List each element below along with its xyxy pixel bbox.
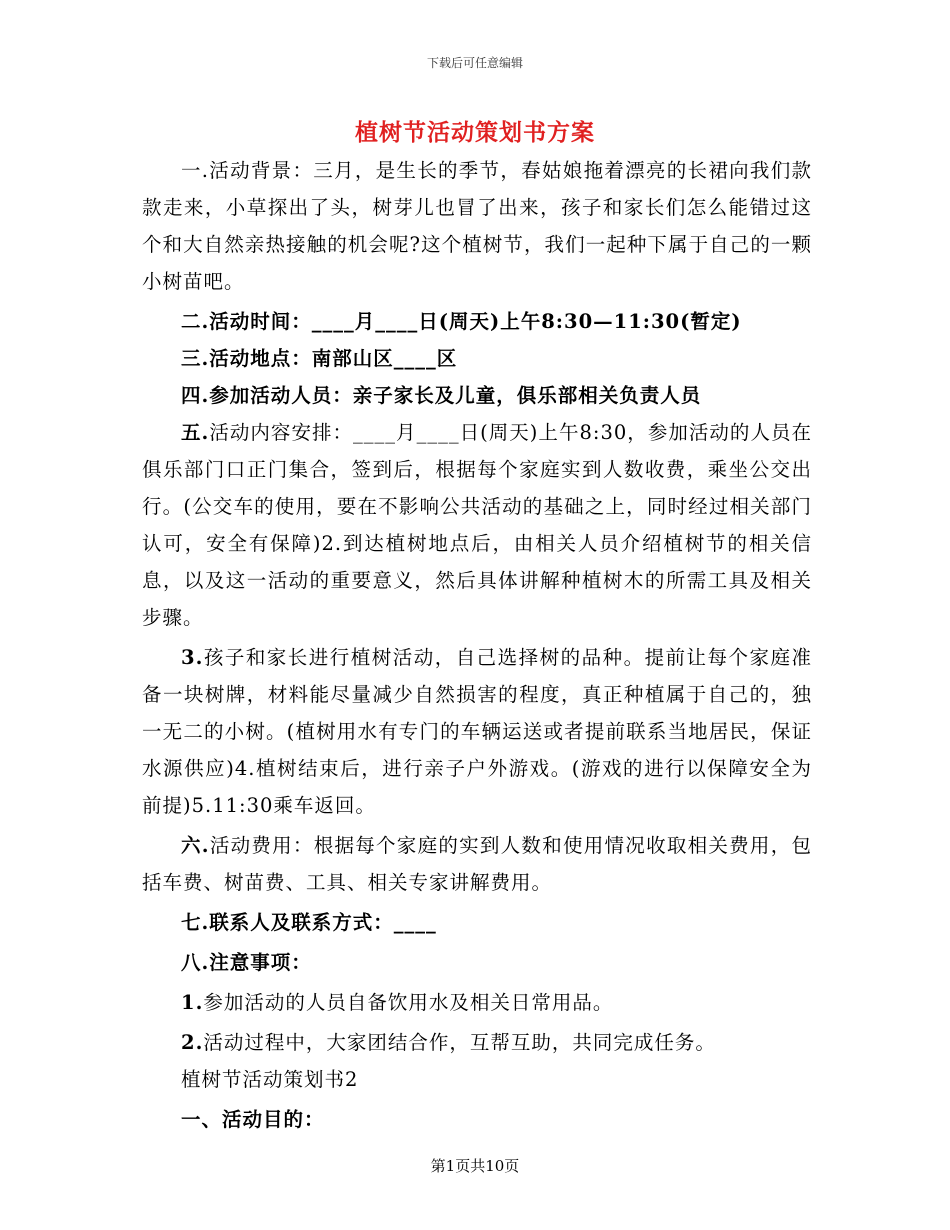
- section-location: 三.活动地点：南部山区____区: [181, 347, 458, 370]
- section-schedule-text: 活动内容安排：____月____日(周天)上午8:30，参加活动的人员在俱乐部门口正门集合，签到后，根据每个家庭实到人数收费，乘坐公交出行。(公交车的使用，要在不影响公共活动的基础之上，同时经过相关部门认可，安全有保障)2.到达植树地点后，由相关人员介绍植树节的相关信息，以及这一活动的重要意义，然后具体讲解种植树木的所需工具及相关步骤。: [142, 421, 812, 629]
- section-time: 二.活动时间：____月____日(周天)上午8:30—11:30(暂定): [181, 310, 742, 333]
- document-body: [142, 152, 812, 1138]
- section-purpose: 一、活动目的：: [181, 1108, 325, 1131]
- note-item-2-lead: 2.: [181, 1031, 204, 1054]
- note-item-1-lead: 1.: [181, 991, 204, 1014]
- section-cost: [142, 827, 812, 901]
- section-background: 一.活动背景：三月，是生长的季节，春姑娘拖着漂亮的长裙向我们款款走来，小草探出了头，树芽儿也冒了出来，孩子和家长们怎么能错过这个和大自然亲热接触的机会呢?这个植树节，我们一起种下属于自己的一颗小树苗吧。: [142, 159, 812, 293]
- section-planting: [142, 639, 812, 824]
- section-participants: 四.参加活动人员：亲子家长及儿童，俱乐部相关负责人员: [181, 384, 702, 407]
- section-cost-lead: 六.: [181, 834, 210, 857]
- note-item-1-text: 参加活动的人员自备饮用水及相关日常用品。: [203, 991, 614, 1014]
- subtitle-plan-2: 植树节活动策划书2: [181, 1068, 359, 1091]
- header-note: 下载后可任意编辑: [426, 56, 523, 70]
- document-title: 植树节活动策划书方案: [355, 119, 595, 146]
- section-cost-text: 活动费用：根据每个家庭的实到人数和使用情况收取相关费用，包括车费、树苗费、工具、相关专家讲解费用。: [142, 834, 812, 894]
- section-planting-lead: 3.: [181, 646, 204, 669]
- note-item-2-text: 活动过程中，大家团结合作，互帮互助，共同完成任务。: [203, 1031, 716, 1054]
- note-item-1: [142, 984, 812, 1021]
- section-schedule-lead: 五.: [181, 421, 210, 444]
- note-item-2: [142, 1024, 812, 1061]
- section-schedule: [142, 414, 812, 636]
- section-notes: 八.注意事项：: [181, 951, 312, 974]
- section-contact: 七.联系人及联系方式：____: [181, 911, 437, 934]
- section-planting-text: 孩子和家长进行植树活动，自己选择树的品种。提前让每个家庭准备一块树牌，材料能尽量减少自然损害的程度，真正种植属于自己的，独一无二的小树。(植树用水有专门的车辆运送或者提前联系当地居民，保证水源供应)4.植树结束后，进行亲子户外游戏。(游戏的进行以保障安全为前提)5.11:30乘车返回。: [142, 646, 812, 817]
- page-footer: 第1页共10页: [430, 1157, 520, 1175]
